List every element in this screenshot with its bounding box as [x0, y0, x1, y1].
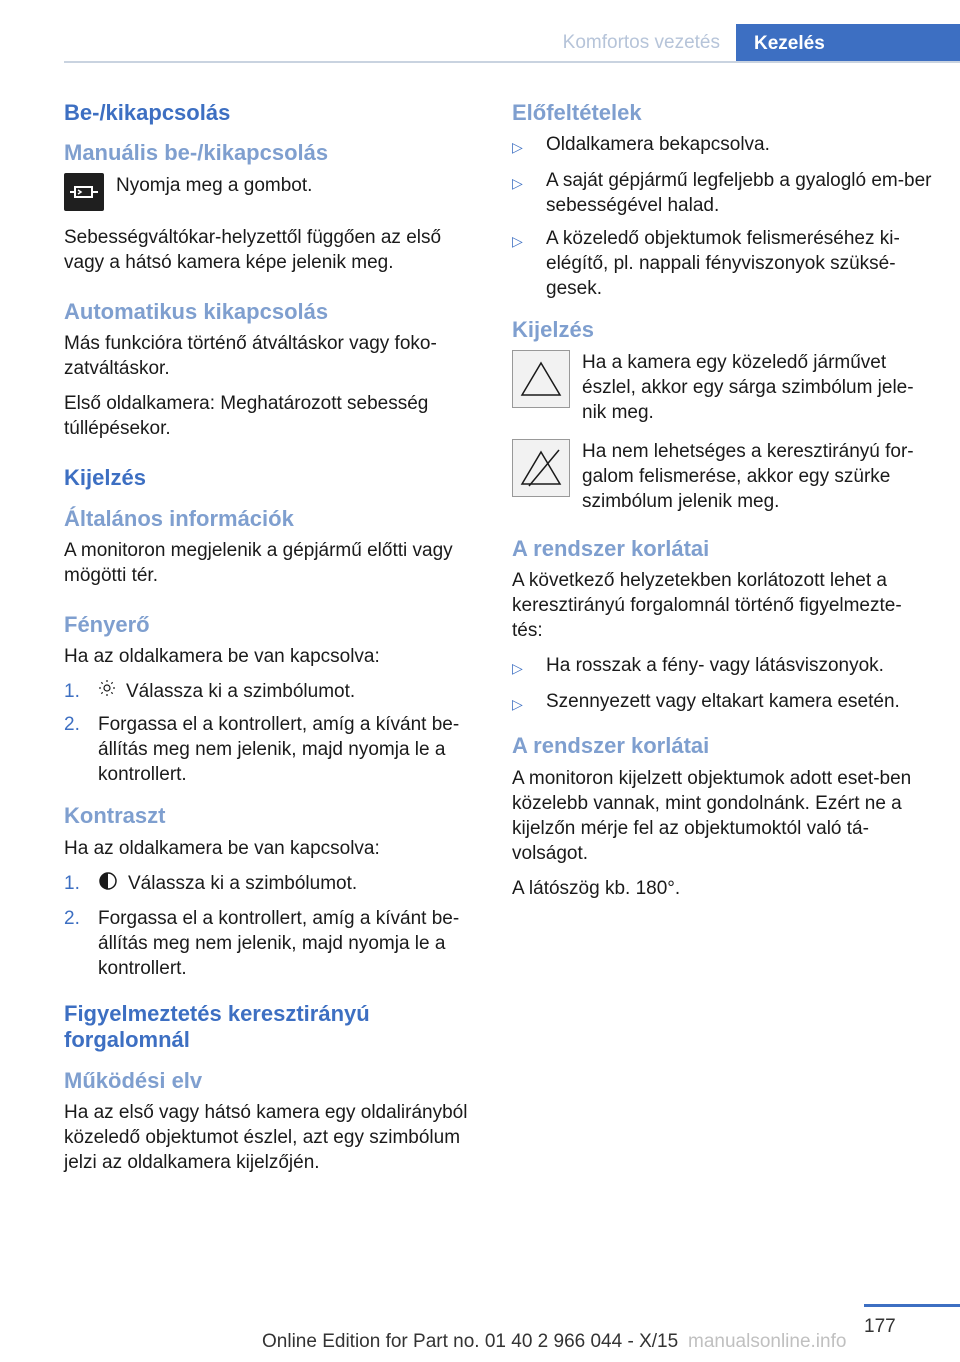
step-text: Forgassa el a kontrollert, amíg a kívánt be-állítás meg nem jelenik, majd nyomja le a kontrollert.: [98, 907, 460, 979]
list-item: [512, 226, 932, 301]
prerequisite-list: [512, 132, 932, 301]
heading-limits-1: A rendszer korlátai: [512, 535, 710, 561]
step-text: Válassza ki a szimbólumot.: [128, 872, 358, 894]
limits-paragraph-1: A következő helyzetekben korlátozott lehet a keresztirányú forgalomnál történő figyelmezte-tés:: [512, 570, 902, 642]
symbol-row-approaching: [512, 350, 932, 425]
symbol-row-unavailable: [512, 439, 932, 514]
step-text: Válassza ki a szimbólumot.: [126, 681, 356, 703]
item-text: Szennyezett vagy eltakart kamera esetén.: [546, 691, 900, 713]
brightness-steps: [64, 679, 482, 787]
list-item: [512, 653, 932, 681]
header-section-tab: [524, 24, 736, 61]
limits-list: [512, 653, 932, 717]
gear-paragraph: Sebességváltókar-helyzettől függően az első vagy a hátsó kamera képe jelenik meg.: [64, 226, 442, 273]
bullet-triangle-icon: ▷: [512, 233, 523, 250]
symbol-approaching-text: Ha a kamera egy közeledő járművet észlel, akkor egy sárga szimbólum jele-nik meg.: [582, 351, 914, 423]
list-item: [512, 689, 932, 717]
page-number: 177: [864, 1316, 896, 1337]
footer-divider: [864, 1304, 960, 1307]
left-column: [64, 100, 482, 1185]
heading-principle: Működési elv: [64, 1067, 203, 1093]
heading-brightness: Fényerő: [64, 611, 150, 637]
list-item: [64, 712, 482, 787]
step-number: 2.: [64, 907, 80, 929]
edition-text: Online Edition for Part no. 01 40 2 966 044 - X/15: [262, 1331, 679, 1352]
heading-general: Általános információk: [64, 505, 294, 531]
item-text: Ha rosszak a fény- vagy látásviszonyok.: [546, 655, 884, 677]
bullet-triangle-icon: ▷: [512, 696, 523, 713]
heading-limits-2: A rendszer korlátai: [512, 733, 710, 759]
warning-triangle-crossed-icon: [512, 439, 570, 497]
header-chapter-tab: [736, 24, 960, 63]
step-number: 1.: [64, 681, 80, 703]
list-item: [512, 168, 932, 218]
heading-onoff: Be-/kikapcsolás: [64, 100, 231, 125]
sun-icon: [98, 679, 116, 704]
principle-paragraph: Ha az első vagy hátsó kamera egy oldalirányból közeledő objektumot észlel, azt egy szimbólum jelzi az oldalkamera kijelzőjén.: [64, 1101, 468, 1173]
press-button-text: Nyomja meg a gombot.: [116, 174, 313, 196]
list-item: [512, 132, 932, 160]
header-divider: [64, 61, 960, 63]
right-column: [512, 100, 932, 911]
press-button-row: [64, 173, 482, 211]
heading-prerequisites: Előfeltételek: [512, 100, 642, 125]
heading-display: Kijelzés: [64, 465, 146, 491]
bullet-triangle-icon: ▷: [512, 660, 523, 677]
auto-off-paragraph-1: Más funkcióra történő átváltáskor vagy foko-zatváltáskor.: [64, 333, 437, 380]
camera-button-icon: [64, 173, 104, 211]
symbol-unavailable-text: Ha nem lehetséges a keresztirányú for-galom felismerése, akkor egy szürke szimbólum jelenik meg.: [582, 440, 914, 512]
heading-auto-off: Automatikus kikapcsolás: [64, 298, 329, 324]
warning-triangle-icon: [512, 350, 570, 408]
header-chapter-label: Kezelés: [754, 32, 825, 54]
step-text: Forgassa el a kontrollert, amíg a kívánt be-állítás meg nem jelenik, majd nyomja le a kontrollert.: [98, 714, 460, 786]
item-text: A saját gépjármű legfeljebb a gyalogló em-ber sebességével halad.: [546, 170, 932, 217]
viewing-angle-paragraph: A látószög kb. 180°.: [512, 877, 681, 899]
item-text: Oldalkamera bekapcsolva.: [546, 134, 770, 156]
list-item: [64, 906, 482, 981]
step-number: 1.: [64, 872, 80, 894]
watermark: manualsonline.info: [688, 1331, 847, 1352]
contrast-paragraph: Ha az oldalkamera be van kapcsolva:: [64, 837, 380, 859]
brightness-paragraph: Ha az oldalkamera be van kapcsolva:: [64, 646, 380, 668]
contrast-steps: [64, 871, 482, 981]
auto-off-paragraph-2: Első oldalkamera: Meghatározott sebesség túllépésekor.: [64, 393, 429, 440]
heading-cross-traffic-warning: Figyelmeztetés keresztirányú forgalomnál: [64, 1000, 370, 1053]
bullet-triangle-icon: ▷: [512, 175, 523, 192]
header-section-label: Komfortos vezetés: [562, 31, 720, 53]
item-text: A közeledő objektumok felismeréséhez ki-elégítő, pl. nappali fényviszonyok szüksé-gesek.: [546, 228, 900, 300]
contrast-icon: [98, 871, 118, 898]
list-item: [64, 871, 482, 898]
list-item: [64, 679, 482, 704]
step-number: 2.: [64, 714, 80, 736]
heading-display-right: Kijelzés: [512, 317, 594, 343]
heading-manual: Manuális be-/kikapcsolás: [64, 140, 329, 166]
limits-paragraph-2: A monitoron kijelzett objektumok adott eset-ben közelebb vannak, mint gondolnánk. Ezért ne a kijelzőn mérje fel az objektumoktól való tá-volságot.: [512, 767, 912, 864]
bullet-triangle-icon: ▷: [512, 139, 523, 156]
general-paragraph: A monitoron megjelenik a gépjármű előtti vagy mögötti tér.: [64, 539, 453, 586]
heading-contrast: Kontraszt: [64, 803, 166, 829]
